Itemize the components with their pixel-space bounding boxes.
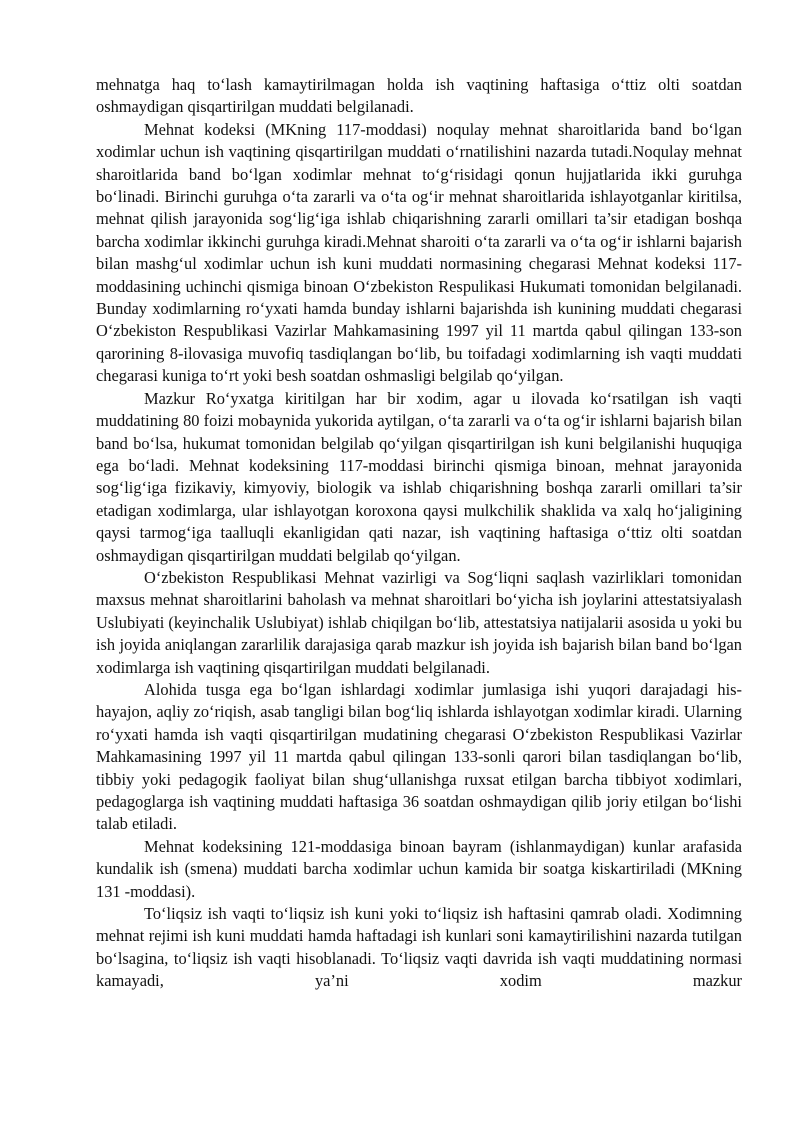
paragraph-1: mehnatga haq to‘lash kamaytirilmagan holda ish vaqtining haftasiga o‘ttiz olti soatdan oshmaydigan qisqartirilgan muddati belgilanadi. [96,75,742,117]
paragraph-5: Alohida tusga ega bo‘lgan ishlardagi xodimlar jumlasiga ishi yuqori darajadagi his-hayajon, aqliy zo‘riqish, asab tangligi bilan bog‘liq ishlarda ishlayotgan xodimlar kiradi. Ularning ro‘yxati hamda ish vaqti qisqartirilgan mudatining chegarasi O‘zbekiston Respublikasi Vazirlar Mahkamasining 1997 yil 11 martda qabul qilingan 133-sonli qarori bilan tasdiqlangan bo‘lib, tibbiy yoki pedagogik faoliyat bilan shug‘ullanishga ruxsat etilgan barcha tibbiyot xodimlari, pedagoglarga ish vaqtining muddati haftasiga 36 soatdan oshmaydigan qilib joriy etilgan bo‘lishi talab etiladi. [96,679,742,834]
paragraph-4: O‘zbekiston Respublikasi Mehnat vazirligi va Sog‘liqni saqlash vazirliklari tomonidan maxsus mehnat sharoitlarini baholash va mehnat sharoitlari bo‘yicha ish joylarini attestatsiyalash Uslubiyati (keyinchalik Uslubiyat) ishlab chiqilgan bo‘lib, attestatsiya natijalarii asosida u yoki bu ish joyida aniqlangan zararlilik darajasiga qarab mazkur ish joyida ish bajarish bilan band bo‘lgan xodimlarga ish vaqtining qisqartirilgan muddati belgilanadi. [96,567,742,677]
paragraph-2: Mehnat kodeksi (MKning 117-moddasi) noqulay mehnat sharoitlarida band bo‘lgan xodimlar uchun ish vaqtining qisqartirilgan muddati o‘rnatilishini nazarda tutadi.Noqulay mehnat sharoitlarida band bo‘lgan xodimlar mehnat to‘g‘risidagi qonun hujjatlarida ikki guruhga bo‘linadi. Birinchi guruhga o‘ta zararli va o‘ta og‘ir mehnat sharoitlarida ishlayotganlar kiritilsa, mehnat qilish jarayonida sog‘lig‘iga ishlab chiqarishning zararli omillari ta’sir etadigan boshqa barcha xodimlar ikkinchi guruhga kiradi.Mehnat sharoiti o‘ta zararli va o‘ta og‘ir ishlarni bajarish bilan mashg‘ul xodimlar uchun ish kuni muddati normasining chegarasi Mehnat kodeksi 117-moddasining uchinchi qismiga binoan O‘zbekiston Respulikasi Hukumati tomonidan belgilanadi. Bunday xodimlarning ro‘yxati hamda bunday ishlarni bajarishda ish kunining muddati chegarasi O‘zbekiston Respublikasi Vazirlar Mahkamasining 1997 yil 11 martda qabul qilingan 133-son qarorining 8-ilovasiga muvofiq tasdiqlangan bo‘lib, bu toifadagi xodimlarning ish vaqti muddati chegarasi kuniga to‘rt yoki besh soatdan oshmasligi belgilab qo‘yilgan. [96,119,742,386]
paragraph-7: To‘liqsiz ish vaqti to‘liqsiz ish kuni yoki to‘liqsiz ish haftasini qamrab oladi. Xodimning mehnat rejimi ish kuni muddati hamda haftadagi ish kunlari soni kamaytirilishini nazarda tutilgan bo‘lsagina, to‘liqsiz ish vaqti hisoblanadi. To‘liqsiz vaqti davrida ish vaqti muddatining normasi kamayadi, ya’ni xodim mazkur [96,904,742,991]
document-page [96,74,742,993]
paragraph-3: Mazkur Ro‘yxatga kiritilgan har bir xodim, agar u ilovada ko‘rsatilgan ish vaqti muddatining 80 foizi mobaynida yukorida aytilgan, o‘ta zararli va o‘ta og‘ir ishlarni bajarish bilan band bo‘lsa, hukumat tomonidan belgilab qo‘yilgan qisqartirilgan ish kuni belgilanishi huquqiga ega bo‘ladi. Mehnat kodeksining 117-moddasi birinchi qismiga binoan, mehnat jarayonida sog‘lig‘iga fizikaviy, kimyoviy, biologik va ishlab chiqarishning boshqa zararli omillari ta’sir etadigan xodimlarga, ular ishlayotgan koroxona qaysi mulkchilik shaklida va xalq ho‘jaligining qaysi tarmog‘iga taalluqli ekanligidan qati nazar, ish vaqtining haftasiga o‘ttiz olti soatdan oshmaydigan qisqartirilgan muddati belgilab qo‘yilgan. [96,388,742,565]
paragraph-6: Mehnat kodeksining 121-moddasiga binoan bayram (ishlanmaydigan) kunlar arafasida kundalik ish (smena) muddati barcha xodimlar uchun kamida bir soatga kiskartiriladi (MKning 131 -moddasi). [96,836,742,901]
